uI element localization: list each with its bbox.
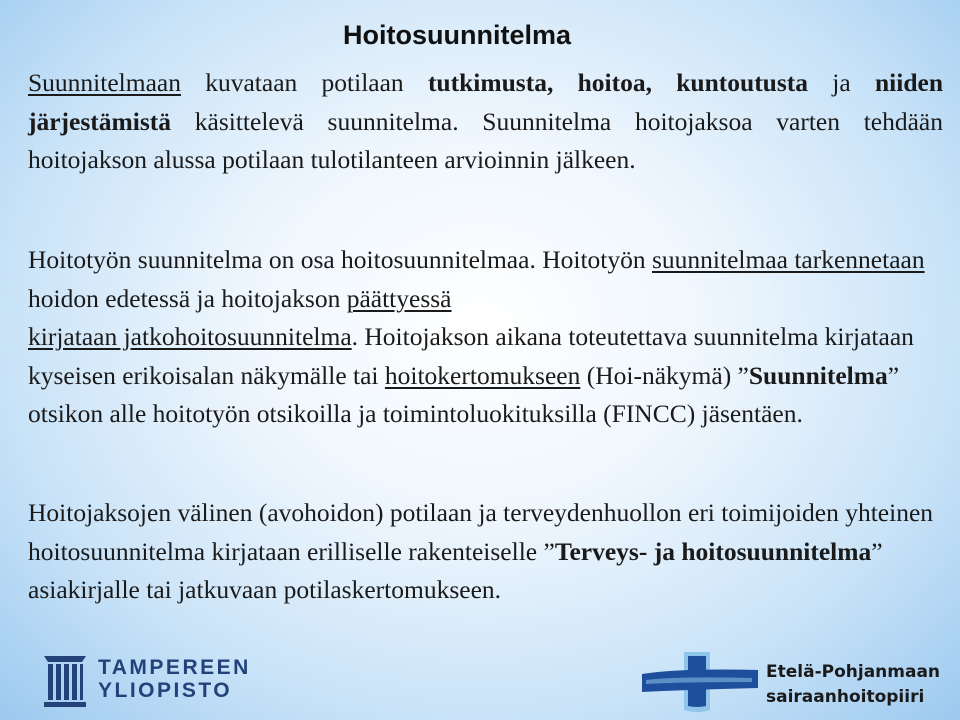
tampere-line2: YLIOPISTO (98, 679, 233, 702)
ep-wordmark (766, 660, 940, 710)
bold-term: Suunnitelma (748, 360, 888, 390)
text-span: Hoitotyön suunnitelma on osa hoitosuunnitelmaa. Hoitotyön (28, 245, 652, 274)
text-span: ” otsikon alle hoitotyön otsikoilla ja toimintoluokituksilla (FINCC) jäsentäen. (28, 360, 900, 428)
paragraph-nursing-plan (28, 241, 943, 434)
pillar-icon (40, 652, 90, 708)
underlined-term: hoitokertomukseen (384, 360, 581, 390)
ep-line1: Etelä-Pohjanmaan (766, 662, 941, 682)
page-title: Hoitosuunnitelma (343, 20, 571, 50)
underlined-term: kirjataan jatkohoitosuunnitelma (28, 322, 352, 351)
bold-term: Terveys- ja hoitosuunnitelma (554, 536, 872, 566)
tampere-wordmark (98, 656, 251, 702)
text-span: kuvataan potilaan (180, 68, 428, 97)
bold-term: niiden järjestämistä (28, 68, 944, 136)
cross-logo-icon (640, 650, 760, 716)
text-span: ja (808, 68, 875, 97)
text-span: ” asiakirjalle tai jatkuvaan potilaskertomukseen. (28, 536, 883, 604)
text-span: (Hoi-näkymä) ” (580, 360, 749, 390)
tampere-university-logo (40, 652, 255, 708)
text-span: käsittelevä suunnitelma. Suunnitelma hoitojaksoa varten tehdään hoitojakson alussa potilaan tulotilanteen arvioinnin jälkeen. (28, 106, 943, 174)
etela-pohjanmaa-logo (640, 650, 941, 716)
ep-line2: sairaanhoitopiiri (766, 687, 925, 707)
paragraph-shared-plan (28, 494, 943, 610)
tampere-line1: TAMPEREEN (98, 656, 251, 679)
text-span: . Hoitojakson aikana toteutettava suunnitelma kirjataan kyseisen erikoisalan näkymälle tai (28, 322, 914, 390)
underlined-term: Suunnitelmaan (28, 68, 181, 97)
underlined-term: päättyessä (346, 283, 452, 313)
paragraph-care-plan-intro (28, 64, 943, 180)
underlined-term: suunnitelmaa tarkennetaan (652, 245, 925, 274)
text-span: hoidon edetessä ja hoitojakson (28, 283, 347, 313)
bold-term: tutkimusta, hoitoa, kuntoutusta (427, 68, 809, 97)
text-span: Hoitojaksojen välinen (avohoidon) potilaan ja terveydenhuollon eri toimijoiden yhteinen hoitosuunnitelma kirjataan erilliselle rakenteiselle ” (28, 498, 934, 566)
